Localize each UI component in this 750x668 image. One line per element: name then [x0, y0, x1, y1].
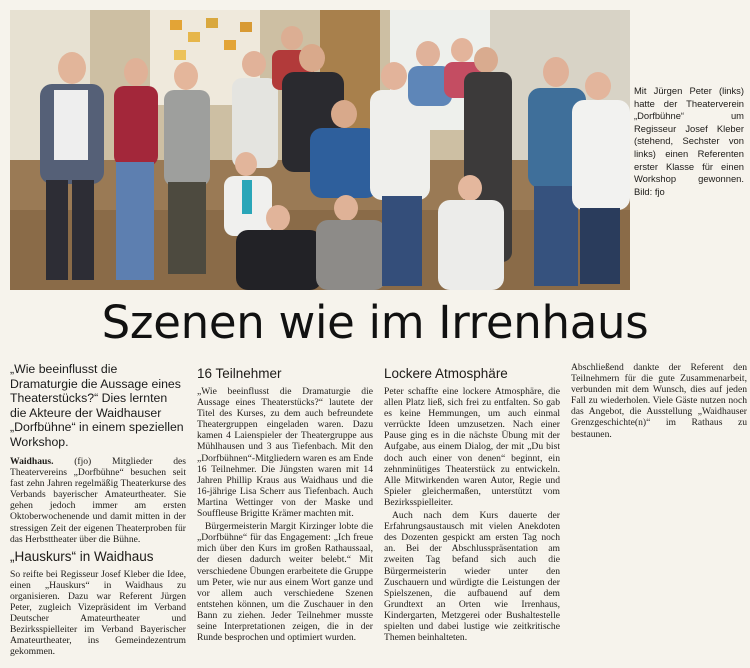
paragraph-1: Mitglieder des Theatervereins „Dorfbühne“ besuchen seit fast zehn Jahren regelmäßig Theaterkurse des Verbands bayerischer Amateurtheater. Sie gehen jedoch immer am ersten Oktoberwochenende und damit mitten in der stressigen Zeit der eigenen Theaterproben für das Herbsttheater über die Bühne. — [10, 456, 186, 545]
column-1 — [10, 362, 186, 662]
paragraph-7: Abschließend dankte der Referent den Teilnehmern für die gute Zusammenarbeit, verbunden mit dem Wunsch, dies auf jeden Fall zu wiederholen. Viele Gäste nutzen noch das Angebot, die Ausstellung „Waidhauser Grenzgeschichte(n)“ im Rathaus zu bestaunen. — [571, 362, 747, 440]
byline: (fjo) — [74, 456, 92, 467]
paragraph-5: Peter schaffte eine lockere Atmosphäre, die allen Platz ließ, sich frei zu entfalten. So gab es keine Hemmungen, um auch einmal verrückte Ideen umzusetzen. Nach einer Pause ging es in die nächste Übung mit der Aufgabe, aus einem Dialog, der mit „Du bist doch auch einer von denen“ beginnt, ein zehnminütiges Theaterstück zu entwickeln. Alle Mitwirkenden waren Autor, Regie und Spieler gleichermaßen, unterstützt vom Bezirksspielleiter. — [384, 386, 560, 508]
column-4 — [571, 362, 747, 662]
photo-credit: Bild: fjo — [634, 185, 665, 197]
subheading-hauskurs: „Hauskurs“ in Waidhaus — [10, 548, 154, 564]
group-photo-image — [10, 10, 630, 290]
subheading-atmosphaere: Lockere Atmosphäre — [384, 366, 508, 381]
article-lead: „Wie beeinflusst die Dramaturgie die Aussage eines Theaterstücks?“ Dies lernten die Akteure der Waidhauser „Dorfbühne“ in einem speziellen Workshop. — [10, 362, 184, 449]
paragraph-intro — [10, 456, 186, 545]
article-headline: Szenen wie im Irrenhaus — [101, 296, 649, 349]
photo-caption — [634, 85, 744, 198]
subheading-teilnehmer: 16 Teilnehmer — [197, 366, 282, 381]
article-body — [10, 362, 747, 662]
paragraph-2: So reifte bei Regisseur Josef Kleber die Idee, einen „Hauskurs“ in Waidhaus zu organisieren. Dazu war Referent Jürgen Peter, zugleich Vizepräsident im Verband Deutscher Amateurtheater und Bezirksspielleiter im Verband Bayerischer Amateurtheater, ins Gemeindezentrum gekommen. — [10, 568, 186, 658]
group-photo — [10, 10, 630, 290]
paragraph-4: Bürgermeisterin Margit Kirzinger lobte die „Dorfbühne“ für das Engagement: „Ich freue mich über den Kurs im großen Rathaussaal, der diesen dadurch weiter belebt.“ Mit verschiedene Übungen erarbeitete die Gruppe um Peter, wie nur aus einem Wort ganze und vor allem auch verschiedene Szenen entstehen können, um die Zuschauer in den Bann zu ziehen. Jeder Teilnehmer musste seine Interpretationen zeigen, die in der Runde besprochen und optimiert wurden. — [197, 521, 373, 644]
paragraph-3: „Wie beeinflusst die Dramaturgie die Aussage eines Theaterstücks?“ lautete der Titel des Kurses, zu dem auch befreundete Theatergruppen eingeladen waren. Dazu kamen 4 Laienspieler der Theatergruppe aus Mühlhausen und 3 aus Tiefenbach. Mit den „Dorfbühnen“-Mitgliedern waren es am Ende 16 Teilnehmer. Die Jüngsten waren mit 14 Jahren Phillip Kraus aus Waidhaus und die 16-jährige Lisa Scherr aus Tiefenbach. Auch Martina Wettinger von der Maske und Souffleuse Brigitte Krämer machten mit. — [197, 386, 373, 520]
paragraph-6: Auch nach dem Kurs dauerte der Erfahrungsaustausch mit vielen Anekdoten des Dozenten gespickt am ersten Tag noch an. Bei der Abschlusspräsentation am zweiten Tag befand sich auch die Bürgermeisterin wieder unter den Zuschauern und würdigte die Leistungen der Spielszenen, die aufbauend auf dem Grundtext an Orten wie Irrenhaus, Kindergarten, Metzgerei oder Bushaltestelle spielten und dabei lustige wie zeitkritische Themen beinhalteten. — [384, 510, 560, 644]
dateline: Waidhaus. — [10, 456, 54, 467]
photo-caption-text: Mit Jürgen Peter (links) hatte der Theaterverein „Dorfbühne“ um Regisseur Josef Kleber (stehend, Sechster von links) einen Referenten erster Klasse für einen Workshop gewonnen. — [634, 85, 744, 185]
column-3 — [384, 362, 560, 662]
column-2 — [197, 362, 373, 662]
